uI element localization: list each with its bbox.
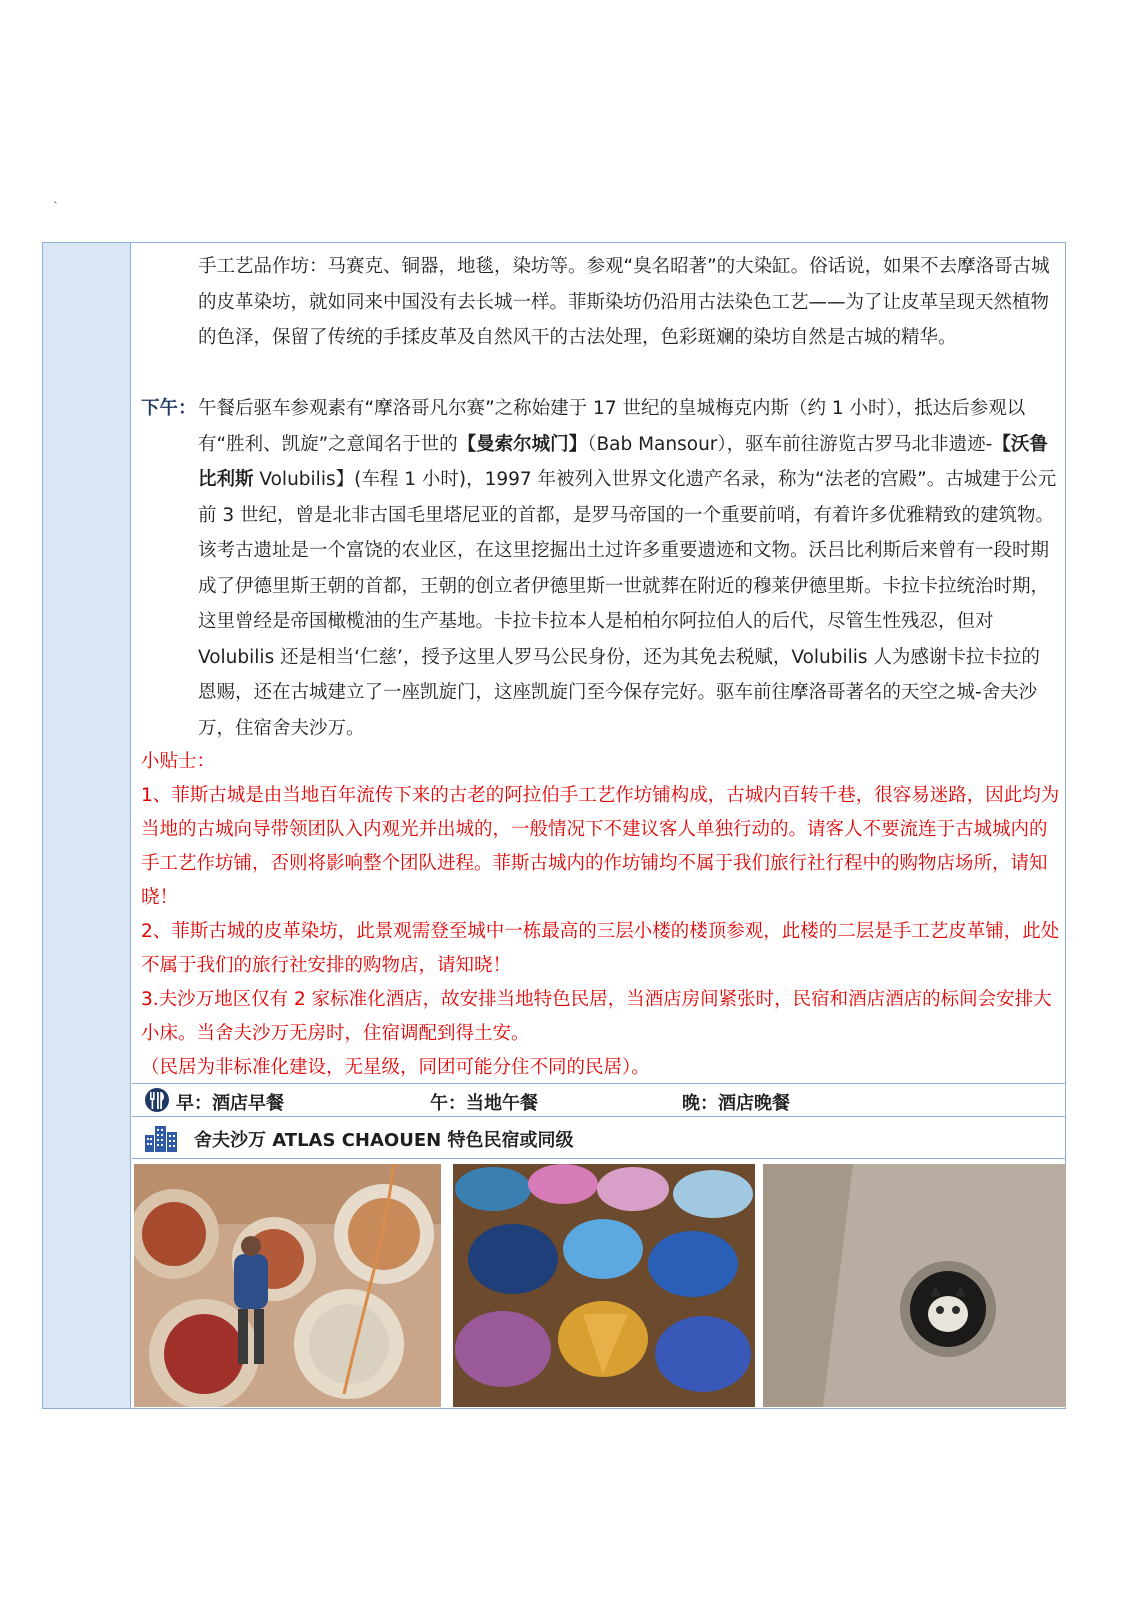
tannery-worker-photo <box>134 1164 441 1407</box>
dye-vats-photo <box>453 1164 755 1407</box>
bab-mansour-title: 【曼索尔城门】 <box>457 433 588 455</box>
tip-item: （民居为非标准化建设，无星级，同团可能分住不同的民居）。 <box>141 1057 650 1078</box>
buildings-icon <box>144 1123 178 1153</box>
afternoon-description: 午餐后驱车参观素有“摩洛哥凡尔赛”之称始建于 17 世纪的皇城梅克内斯（约 1 小时），抵达后参观以有“胜利、凯旋”之意闻名于世的【曼索尔城门】（Bab Mansour），驱车前往游览古罗马北非遗迹-【沃鲁比利斯 Volubilis】(车程 1 小时)，1997 年被列入世界文化遗产名录，称为“法老的宫殿”。古城建于公元前 3 世纪，曾是北非古国毛里塔尼亚的首都，是罗马帝国的一个重要前哨，有着许多优雅精致的建筑物。该考古遗址是一个富饶的农业区，在这里挖掘出土过许多重要遗迹和文物。沃吕比利斯后来曾有一段时期成了伊德里斯王朝的首都，王朝的创立者伊德里斯一世就葬在附近的穆莱伊德里斯。卡拉卡拉统治时期，这里曾经是帝国橄榄油的生产基地。卡拉卡拉本人是柏柏尔阿拉伯人的后代，尽管生性残忍，但对 Volubilis 还是相当‘仁慈’，授予这里人罗马公民身份，还为其免去税赋，Volubilis 人为感谢卡拉卡拉的恩赐，还在古城建立了一座凯旋门，这座凯旋门至今保存完好。驱车前往摩洛哥著名的天空之城-舍夫沙万，住宿舍夫沙万。 <box>198 398 1057 739</box>
itinerary-table <box>42 242 1066 1409</box>
tip-item: 2、菲斯古城的皮革染坊，此景观需登至城中一栋最高的三层小楼的楼顶参观，此楼的二层是手工艺皮革铺，此处不属于我们的旅行社安排的购物店，请知晓！ <box>141 921 1060 976</box>
hotel-row <box>132 1117 1065 1159</box>
page-mark: ` <box>53 200 59 214</box>
tips-title: 小贴士： <box>141 751 216 772</box>
day-column <box>43 243 131 1408</box>
tips-section <box>141 745 1061 1085</box>
dinner-info: 晚：酒店晚餐 <box>682 1093 790 1114</box>
tip-item: 3.夫沙万地区仅有 2 家标准化酒店，故安排当地特色民居，当酒店房间紧张时，民宿和酒店酒店的标间会安排大小床。当舍夫沙万无房时，住宿调配到得土安。 <box>141 989 1052 1044</box>
volubilis-title: 【沃鲁比利斯 <box>198 433 1048 490</box>
breakfast-info: 早：酒店早餐 <box>176 1093 284 1114</box>
meals-row <box>132 1083 1065 1117</box>
cutlery-icon <box>142 1087 172 1113</box>
afternoon-label: 下午： <box>141 398 197 419</box>
cat-in-wall-photo <box>763 1164 1066 1407</box>
lunch-info: 午：当地午餐 <box>430 1093 538 1114</box>
hotel-name: 舍夫沙万 ATLAS CHAOUEN 特色民宿或同级 <box>194 1130 574 1151</box>
morning-description: 手工艺品作坊：马赛克、铜器，地毯，染坊等。参观“臭名昭著”的大染缸。俗话说，如果不去摩洛哥古城的皮革染坊，就如同来中国没有去长城一样。菲斯染坊仍沿用古法染色工艺——为了让皮革呈现天然植物的色泽，保留了传统的手揉皮革及自然风干的古法处理，色彩斑斓的染坊自然是古城的精华。 <box>198 256 1050 348</box>
tip-item: 1、菲斯古城是由当地百年流传下来的古老的阿拉伯手工艺作坊铺构成，古城内百转千巷，很容易迷路，因此均为当地的古城向导带领团队入内观光并出城的，一般情况下不建议客人单独行动的。请客人不要流连于古城城内的手工艺作坊铺，否则将影响整个团队进程。菲斯古城内的作坊铺均不属于我们旅行社行程中的购物店场所，请知晓！ <box>141 785 1060 908</box>
